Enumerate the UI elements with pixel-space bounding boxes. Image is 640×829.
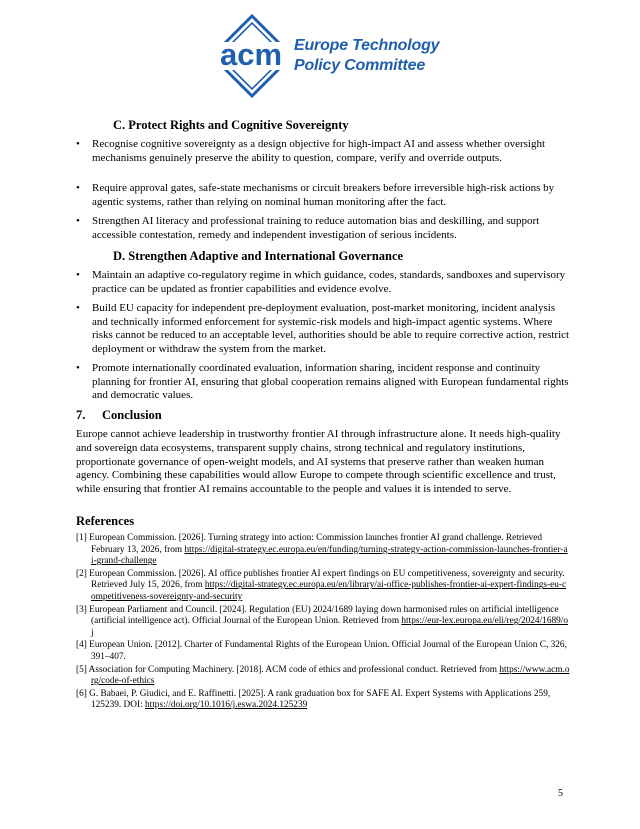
acm-europe-logo [200, 14, 445, 98]
reference-item [76, 533, 570, 568]
reference-text: [4] European Union. [2012]. Charter of Fundamental Rights of the European Union. Official Journal of the European Union C, 326, 391–407. [76, 640, 567, 662]
bullet-marker: • [76, 215, 80, 227]
logo-line-1: Europe Technology [294, 37, 440, 54]
list-item [76, 182, 570, 209]
references-list [76, 533, 570, 713]
acm-wordmark: acm [219, 37, 283, 72]
logo-committee-name [294, 36, 439, 76]
bullet-text: Promote internationally coordinated evaluation, information sharing, incident response and continuity planning for frontier AI, ensuring that global cooperation remains aligned with European fundamental rights and democratic values. [92, 362, 569, 401]
section-c-heading: C. Protect Rights and Cognitive Sovereignty [113, 118, 349, 132]
list-item [76, 362, 570, 403]
reference-item [76, 665, 570, 688]
conclusion-paragraph: Europe cannot achieve leadership in trustworthy frontier AI through infrastructure alone. It needs high-quality and sovereign data ecosystems, transparent supply chains, strong technical and regulatory institutions, proportionate governance of open-weight models, and AI systems that preserve rather than weaken human agency. Combining these capabilities would allow Europe to compete through scientific excellence and trust, while ensuring that frontier AI remains accountable to the people and values it is intended to serve. [76, 428, 561, 496]
bullet-text: Require approval gates, safe-state mechanisms or circuit breakers before irreversible high-risk actions by agentic systems, rather than relying on nominal human monitoring after the fact. [92, 182, 555, 208]
bullet-text: Strengthen AI literacy and professional training to reduce automation bias and deskilling, and support accessible contestation, remedy and independent investigation of serious incidents. [92, 215, 540, 241]
section-title: Conclusion [102, 408, 162, 422]
reference-item [76, 605, 570, 640]
references-heading: References [76, 514, 135, 528]
bullet-text: Maintain an adaptive co-regulatory regime in which guidance, codes, standards, sandboxes and supervisory practice can be updated as frontier capabilities and evidence evolve. [92, 269, 566, 295]
list-item [76, 269, 570, 296]
bullet-marker: • [76, 182, 80, 194]
reference-link[interactable]: https://eur-lex.europa.eu/eli/reg/2024/1689/oj [91, 616, 568, 638]
bullet-marker: • [76, 362, 80, 374]
reference-item [76, 569, 570, 604]
reference-link[interactable]: https://doi.org/10.1016/j.eswa.2024.125239 [144, 700, 308, 711]
conclusion-heading [76, 407, 162, 423]
list-item [76, 215, 570, 242]
reference-link[interactable]: https://www.acm.org/code-of-ethics [91, 664, 570, 687]
list-item [76, 138, 570, 165]
bullet-text: Recognise cognitive sovereignty as a design objective for high-impact AI and assess whether oversight mechanisms genuinely preserve the ability to question, compare, verify and override outputs. [92, 138, 546, 164]
bullet-marker: • [76, 138, 80, 150]
section-number: 7. [76, 408, 86, 422]
bullet-text: Build EU capacity for independent pre-deployment evaluation, post-market monitoring, incident analysis and technically informed enforcement for systemic-risk models and high-impact agentic systems. Where risks cannot be reduced to an acceptable level, authorities should be able to require corrective action, restrict deployment or withdraw the system from the market. [92, 302, 570, 355]
reference-text: [1] European Commission. [2026]. Turning strategy into action: Commission launches frontier AI grand challenge. Retrieved February 13, 2026, from [76, 533, 543, 555]
reference-item [76, 689, 570, 712]
reference-text: [2] European Commission. [2026]. AI office publishes frontier AI expert findings on EU competitiveness, sovereignty and security. Retrieved July 15, 2026, from [76, 568, 565, 591]
bullet-marker: • [76, 302, 80, 314]
bullet-marker: • [76, 269, 80, 281]
section-d-heading: D. Strengthen Adaptive and International Governance [113, 249, 404, 263]
logo-line-2: Policy Committee [294, 57, 426, 74]
list-item [76, 302, 570, 356]
reference-text: [6] G. Babaei, P. Giudici, and E. Raffinetti. [2025]. A rank graduation box for SAFE AI. Expert Systems with Applications 259, 125239. DOI: [76, 688, 551, 711]
reference-text: [5] Association for Computing Machinery. [2018]. ACM code of ethics and professional conduct. Retrieved from [76, 664, 500, 675]
reference-link[interactable]: https://digital-strategy.ec.europa.eu/en/library/ai-office-publishes-frontier-ai-expert-findings-eu-competitiveness-sovereignty-and-security [91, 580, 567, 602]
reference-text: [3] European Parliament and Council. [2024]. Regulation (EU) 2024/1689 laying down harmonised rules on artificial intelligence (artificial intelligence act). Official Journal of the European Union. Retrieved from [76, 604, 559, 627]
reference-link[interactable]: https://digital-strategy.ec.europa.eu/en/funding/turning-strategy-action-commission-launches-frontier-ai-grand-challenge [91, 544, 568, 567]
page-number: 5 [558, 788, 563, 799]
reference-item [76, 640, 570, 663]
